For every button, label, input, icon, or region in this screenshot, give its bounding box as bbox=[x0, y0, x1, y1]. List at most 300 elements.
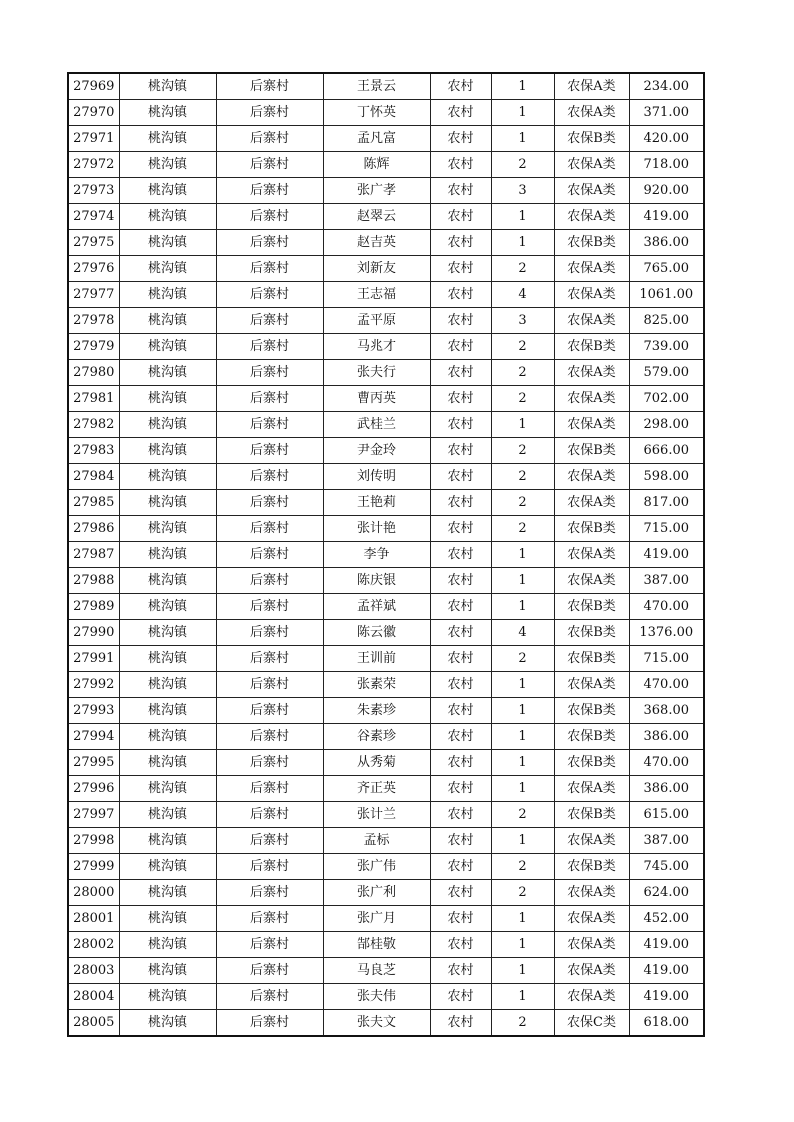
record-id-cell: 27983 bbox=[68, 438, 119, 464]
name-cell: 马良芝 bbox=[323, 958, 430, 984]
name-cell: 孟祥斌 bbox=[323, 594, 430, 620]
amount-cell: 298.00 bbox=[629, 412, 704, 438]
name-cell: 张夫伟 bbox=[323, 984, 430, 1010]
village-cell: 后寨村 bbox=[216, 1010, 323, 1037]
category-cell: 农保A类 bbox=[554, 828, 629, 854]
roster-table bbox=[67, 72, 705, 1037]
area-type-cell: 农村 bbox=[430, 152, 491, 178]
amount-cell: 470.00 bbox=[629, 672, 704, 698]
amount-cell: 387.00 bbox=[629, 828, 704, 854]
village-cell: 后寨村 bbox=[216, 386, 323, 412]
town-cell: 桃沟镇 bbox=[119, 152, 216, 178]
name-cell: 赵吉英 bbox=[323, 230, 430, 256]
name-cell: 尹金玲 bbox=[323, 438, 430, 464]
household-size-cell: 1 bbox=[491, 594, 554, 620]
table-row bbox=[68, 776, 704, 802]
category-cell: 农保B类 bbox=[554, 126, 629, 152]
name-cell: 陈辉 bbox=[323, 152, 430, 178]
table-row bbox=[68, 594, 704, 620]
record-id-cell: 27990 bbox=[68, 620, 119, 646]
category-cell: 农保B类 bbox=[554, 334, 629, 360]
record-id-cell: 27981 bbox=[68, 386, 119, 412]
town-cell: 桃沟镇 bbox=[119, 73, 216, 100]
village-cell: 后寨村 bbox=[216, 308, 323, 334]
household-size-cell: 2 bbox=[491, 646, 554, 672]
category-cell: 农保A类 bbox=[554, 178, 629, 204]
category-cell: 农保A类 bbox=[554, 880, 629, 906]
record-id-cell: 27977 bbox=[68, 282, 119, 308]
village-cell: 后寨村 bbox=[216, 568, 323, 594]
category-cell: 农保A类 bbox=[554, 906, 629, 932]
area-type-cell: 农村 bbox=[430, 854, 491, 880]
amount-cell: 419.00 bbox=[629, 958, 704, 984]
village-cell: 后寨村 bbox=[216, 776, 323, 802]
category-cell: 农保B类 bbox=[554, 646, 629, 672]
category-cell: 农保A类 bbox=[554, 776, 629, 802]
household-size-cell: 1 bbox=[491, 958, 554, 984]
table-row bbox=[68, 73, 704, 100]
name-cell: 张夫行 bbox=[323, 360, 430, 386]
name-cell: 孟标 bbox=[323, 828, 430, 854]
area-type-cell: 农村 bbox=[430, 334, 491, 360]
town-cell: 桃沟镇 bbox=[119, 880, 216, 906]
village-cell: 后寨村 bbox=[216, 854, 323, 880]
village-cell: 后寨村 bbox=[216, 464, 323, 490]
record-id-cell: 27996 bbox=[68, 776, 119, 802]
town-cell: 桃沟镇 bbox=[119, 698, 216, 724]
area-type-cell: 农村 bbox=[430, 490, 491, 516]
record-id-cell: 27999 bbox=[68, 854, 119, 880]
category-cell: 农保B类 bbox=[554, 620, 629, 646]
record-id-cell: 27973 bbox=[68, 178, 119, 204]
household-size-cell: 4 bbox=[491, 282, 554, 308]
household-size-cell: 1 bbox=[491, 412, 554, 438]
area-type-cell: 农村 bbox=[430, 724, 491, 750]
town-cell: 桃沟镇 bbox=[119, 516, 216, 542]
household-size-cell: 2 bbox=[491, 880, 554, 906]
amount-cell: 715.00 bbox=[629, 516, 704, 542]
household-size-cell: 1 bbox=[491, 906, 554, 932]
town-cell: 桃沟镇 bbox=[119, 932, 216, 958]
category-cell: 农保A类 bbox=[554, 490, 629, 516]
area-type-cell: 农村 bbox=[430, 230, 491, 256]
name-cell: 王志福 bbox=[323, 282, 430, 308]
name-cell: 张广伟 bbox=[323, 854, 430, 880]
table-row bbox=[68, 178, 704, 204]
name-cell: 张计兰 bbox=[323, 802, 430, 828]
record-id-cell: 27992 bbox=[68, 672, 119, 698]
name-cell: 陈庆银 bbox=[323, 568, 430, 594]
amount-cell: 615.00 bbox=[629, 802, 704, 828]
table-row bbox=[68, 802, 704, 828]
category-cell: 农保A类 bbox=[554, 958, 629, 984]
record-id-cell: 27998 bbox=[68, 828, 119, 854]
village-cell: 后寨村 bbox=[216, 750, 323, 776]
record-id-cell: 28002 bbox=[68, 932, 119, 958]
household-size-cell: 1 bbox=[491, 542, 554, 568]
table-row bbox=[68, 620, 704, 646]
category-cell: 农保A类 bbox=[554, 152, 629, 178]
household-size-cell: 2 bbox=[491, 438, 554, 464]
village-cell: 后寨村 bbox=[216, 438, 323, 464]
amount-cell: 419.00 bbox=[629, 542, 704, 568]
village-cell: 后寨村 bbox=[216, 412, 323, 438]
town-cell: 桃沟镇 bbox=[119, 100, 216, 126]
town-cell: 桃沟镇 bbox=[119, 1010, 216, 1037]
area-type-cell: 农村 bbox=[430, 282, 491, 308]
household-size-cell: 1 bbox=[491, 672, 554, 698]
record-id-cell: 27988 bbox=[68, 568, 119, 594]
name-cell: 刘新友 bbox=[323, 256, 430, 282]
village-cell: 后寨村 bbox=[216, 724, 323, 750]
household-size-cell: 1 bbox=[491, 100, 554, 126]
town-cell: 桃沟镇 bbox=[119, 594, 216, 620]
area-type-cell: 农村 bbox=[430, 568, 491, 594]
record-id-cell: 27975 bbox=[68, 230, 119, 256]
table-row bbox=[68, 464, 704, 490]
amount-cell: 419.00 bbox=[629, 932, 704, 958]
table-row bbox=[68, 334, 704, 360]
area-type-cell: 农村 bbox=[430, 412, 491, 438]
name-cell: 刘传明 bbox=[323, 464, 430, 490]
household-size-cell: 2 bbox=[491, 490, 554, 516]
area-type-cell: 农村 bbox=[430, 880, 491, 906]
amount-cell: 745.00 bbox=[629, 854, 704, 880]
table-row bbox=[68, 438, 704, 464]
area-type-cell: 农村 bbox=[430, 360, 491, 386]
record-id-cell: 27979 bbox=[68, 334, 119, 360]
record-id-cell: 27971 bbox=[68, 126, 119, 152]
area-type-cell: 农村 bbox=[430, 516, 491, 542]
village-cell: 后寨村 bbox=[216, 73, 323, 100]
name-cell: 齐正英 bbox=[323, 776, 430, 802]
village-cell: 后寨村 bbox=[216, 802, 323, 828]
household-size-cell: 2 bbox=[491, 464, 554, 490]
town-cell: 桃沟镇 bbox=[119, 620, 216, 646]
table-row bbox=[68, 308, 704, 334]
table-row bbox=[68, 126, 704, 152]
table-row bbox=[68, 490, 704, 516]
town-cell: 桃沟镇 bbox=[119, 464, 216, 490]
area-type-cell: 农村 bbox=[430, 386, 491, 412]
household-size-cell: 3 bbox=[491, 308, 554, 334]
area-type-cell: 农村 bbox=[430, 698, 491, 724]
household-size-cell: 3 bbox=[491, 178, 554, 204]
amount-cell: 666.00 bbox=[629, 438, 704, 464]
name-cell: 从秀菊 bbox=[323, 750, 430, 776]
category-cell: 农保A类 bbox=[554, 360, 629, 386]
name-cell: 曹丙英 bbox=[323, 386, 430, 412]
name-cell: 孟平原 bbox=[323, 308, 430, 334]
table-row bbox=[68, 256, 704, 282]
area-type-cell: 农村 bbox=[430, 1010, 491, 1037]
household-size-cell: 1 bbox=[491, 750, 554, 776]
name-cell: 张广孝 bbox=[323, 178, 430, 204]
record-id-cell: 27980 bbox=[68, 360, 119, 386]
name-cell: 丁怀英 bbox=[323, 100, 430, 126]
table-row bbox=[68, 828, 704, 854]
village-cell: 后寨村 bbox=[216, 282, 323, 308]
name-cell: 马兆才 bbox=[323, 334, 430, 360]
record-id-cell: 28005 bbox=[68, 1010, 119, 1037]
village-cell: 后寨村 bbox=[216, 984, 323, 1010]
amount-cell: 1061.00 bbox=[629, 282, 704, 308]
amount-cell: 470.00 bbox=[629, 594, 704, 620]
name-cell: 陈云徽 bbox=[323, 620, 430, 646]
category-cell: 农保A类 bbox=[554, 386, 629, 412]
area-type-cell: 农村 bbox=[430, 178, 491, 204]
table-row bbox=[68, 282, 704, 308]
village-cell: 后寨村 bbox=[216, 646, 323, 672]
town-cell: 桃沟镇 bbox=[119, 334, 216, 360]
household-size-cell: 1 bbox=[491, 698, 554, 724]
amount-cell: 470.00 bbox=[629, 750, 704, 776]
table-row bbox=[68, 230, 704, 256]
record-id-cell: 27972 bbox=[68, 152, 119, 178]
record-id-cell: 27984 bbox=[68, 464, 119, 490]
village-cell: 后寨村 bbox=[216, 152, 323, 178]
category-cell: 农保B类 bbox=[554, 516, 629, 542]
town-cell: 桃沟镇 bbox=[119, 490, 216, 516]
village-cell: 后寨村 bbox=[216, 230, 323, 256]
amount-cell: 419.00 bbox=[629, 204, 704, 230]
village-cell: 后寨村 bbox=[216, 542, 323, 568]
village-cell: 后寨村 bbox=[216, 490, 323, 516]
village-cell: 后寨村 bbox=[216, 360, 323, 386]
amount-cell: 371.00 bbox=[629, 100, 704, 126]
table-row bbox=[68, 542, 704, 568]
category-cell: 农保A类 bbox=[554, 464, 629, 490]
record-id-cell: 27994 bbox=[68, 724, 119, 750]
record-id-cell: 27982 bbox=[68, 412, 119, 438]
amount-cell: 618.00 bbox=[629, 1010, 704, 1037]
area-type-cell: 农村 bbox=[430, 100, 491, 126]
table-row bbox=[68, 152, 704, 178]
area-type-cell: 农村 bbox=[430, 204, 491, 230]
area-type-cell: 农村 bbox=[430, 828, 491, 854]
table-row bbox=[68, 568, 704, 594]
amount-cell: 579.00 bbox=[629, 360, 704, 386]
record-id-cell: 28003 bbox=[68, 958, 119, 984]
area-type-cell: 农村 bbox=[430, 932, 491, 958]
household-size-cell: 1 bbox=[491, 828, 554, 854]
town-cell: 桃沟镇 bbox=[119, 958, 216, 984]
table-row bbox=[68, 932, 704, 958]
household-size-cell: 2 bbox=[491, 1010, 554, 1037]
category-cell: 农保A类 bbox=[554, 932, 629, 958]
village-cell: 后寨村 bbox=[216, 906, 323, 932]
table-row bbox=[68, 724, 704, 750]
amount-cell: 386.00 bbox=[629, 230, 704, 256]
amount-cell: 715.00 bbox=[629, 646, 704, 672]
town-cell: 桃沟镇 bbox=[119, 386, 216, 412]
category-cell: 农保B类 bbox=[554, 698, 629, 724]
record-id-cell: 27985 bbox=[68, 490, 119, 516]
household-size-cell: 1 bbox=[491, 568, 554, 594]
name-cell: 王景云 bbox=[323, 73, 430, 100]
name-cell: 张素荣 bbox=[323, 672, 430, 698]
area-type-cell: 农村 bbox=[430, 906, 491, 932]
category-cell: 农保B类 bbox=[554, 854, 629, 880]
village-cell: 后寨村 bbox=[216, 204, 323, 230]
record-id-cell: 28004 bbox=[68, 984, 119, 1010]
amount-cell: 920.00 bbox=[629, 178, 704, 204]
household-size-cell: 1 bbox=[491, 204, 554, 230]
area-type-cell: 农村 bbox=[430, 438, 491, 464]
category-cell: 农保A类 bbox=[554, 256, 629, 282]
record-id-cell: 27976 bbox=[68, 256, 119, 282]
town-cell: 桃沟镇 bbox=[119, 282, 216, 308]
town-cell: 桃沟镇 bbox=[119, 724, 216, 750]
category-cell: 农保C类 bbox=[554, 1010, 629, 1037]
category-cell: 农保A类 bbox=[554, 282, 629, 308]
amount-cell: 739.00 bbox=[629, 334, 704, 360]
amount-cell: 420.00 bbox=[629, 126, 704, 152]
table-row bbox=[68, 412, 704, 438]
amount-cell: 386.00 bbox=[629, 776, 704, 802]
category-cell: 农保A类 bbox=[554, 542, 629, 568]
town-cell: 桃沟镇 bbox=[119, 438, 216, 464]
category-cell: 农保B类 bbox=[554, 724, 629, 750]
area-type-cell: 农村 bbox=[430, 126, 491, 152]
household-size-cell: 1 bbox=[491, 126, 554, 152]
town-cell: 桃沟镇 bbox=[119, 256, 216, 282]
household-size-cell: 4 bbox=[491, 620, 554, 646]
town-cell: 桃沟镇 bbox=[119, 750, 216, 776]
amount-cell: 765.00 bbox=[629, 256, 704, 282]
area-type-cell: 农村 bbox=[430, 776, 491, 802]
table-row bbox=[68, 646, 704, 672]
area-type-cell: 农村 bbox=[430, 464, 491, 490]
area-type-cell: 农村 bbox=[430, 594, 491, 620]
table-row bbox=[68, 698, 704, 724]
village-cell: 后寨村 bbox=[216, 126, 323, 152]
household-size-cell: 2 bbox=[491, 334, 554, 360]
table-row bbox=[68, 672, 704, 698]
village-cell: 后寨村 bbox=[216, 620, 323, 646]
name-cell: 张广利 bbox=[323, 880, 430, 906]
amount-cell: 419.00 bbox=[629, 984, 704, 1010]
category-cell: 农保B类 bbox=[554, 750, 629, 776]
village-cell: 后寨村 bbox=[216, 698, 323, 724]
amount-cell: 598.00 bbox=[629, 464, 704, 490]
table-row bbox=[68, 984, 704, 1010]
area-type-cell: 农村 bbox=[430, 620, 491, 646]
record-id-cell: 27993 bbox=[68, 698, 119, 724]
table-row bbox=[68, 750, 704, 776]
village-cell: 后寨村 bbox=[216, 828, 323, 854]
household-size-cell: 2 bbox=[491, 802, 554, 828]
town-cell: 桃沟镇 bbox=[119, 802, 216, 828]
household-size-cell: 1 bbox=[491, 776, 554, 802]
town-cell: 桃沟镇 bbox=[119, 178, 216, 204]
area-type-cell: 农村 bbox=[430, 542, 491, 568]
town-cell: 桃沟镇 bbox=[119, 308, 216, 334]
town-cell: 桃沟镇 bbox=[119, 984, 216, 1010]
village-cell: 后寨村 bbox=[216, 178, 323, 204]
household-size-cell: 2 bbox=[491, 386, 554, 412]
town-cell: 桃沟镇 bbox=[119, 828, 216, 854]
household-size-cell: 2 bbox=[491, 854, 554, 880]
table-row bbox=[68, 516, 704, 542]
category-cell: 农保A类 bbox=[554, 204, 629, 230]
table-row bbox=[68, 204, 704, 230]
town-cell: 桃沟镇 bbox=[119, 672, 216, 698]
table-row bbox=[68, 1010, 704, 1037]
town-cell: 桃沟镇 bbox=[119, 906, 216, 932]
area-type-cell: 农村 bbox=[430, 958, 491, 984]
record-id-cell: 28001 bbox=[68, 906, 119, 932]
record-id-cell: 28000 bbox=[68, 880, 119, 906]
amount-cell: 1376.00 bbox=[629, 620, 704, 646]
record-id-cell: 27991 bbox=[68, 646, 119, 672]
record-id-cell: 27997 bbox=[68, 802, 119, 828]
table-row bbox=[68, 100, 704, 126]
village-cell: 后寨村 bbox=[216, 256, 323, 282]
category-cell: 农保A类 bbox=[554, 308, 629, 334]
table-row bbox=[68, 360, 704, 386]
category-cell: 农保A类 bbox=[554, 73, 629, 100]
area-type-cell: 农村 bbox=[430, 256, 491, 282]
name-cell: 谷素珍 bbox=[323, 724, 430, 750]
household-size-cell: 1 bbox=[491, 724, 554, 750]
name-cell: 张广月 bbox=[323, 906, 430, 932]
amount-cell: 702.00 bbox=[629, 386, 704, 412]
town-cell: 桃沟镇 bbox=[119, 646, 216, 672]
town-cell: 桃沟镇 bbox=[119, 568, 216, 594]
village-cell: 后寨村 bbox=[216, 672, 323, 698]
category-cell: 农保A类 bbox=[554, 100, 629, 126]
record-id-cell: 27987 bbox=[68, 542, 119, 568]
category-cell: 农保B类 bbox=[554, 230, 629, 256]
household-size-cell: 1 bbox=[491, 932, 554, 958]
village-cell: 后寨村 bbox=[216, 958, 323, 984]
household-size-cell: 2 bbox=[491, 360, 554, 386]
name-cell: 张计艳 bbox=[323, 516, 430, 542]
name-cell: 武桂兰 bbox=[323, 412, 430, 438]
record-id-cell: 27995 bbox=[68, 750, 119, 776]
name-cell: 孟凡富 bbox=[323, 126, 430, 152]
table-row bbox=[68, 880, 704, 906]
record-id-cell: 27989 bbox=[68, 594, 119, 620]
area-type-cell: 农村 bbox=[430, 308, 491, 334]
amount-cell: 386.00 bbox=[629, 724, 704, 750]
record-id-cell: 27970 bbox=[68, 100, 119, 126]
category-cell: 农保A类 bbox=[554, 568, 629, 594]
amount-cell: 368.00 bbox=[629, 698, 704, 724]
record-id-cell: 27986 bbox=[68, 516, 119, 542]
household-size-cell: 1 bbox=[491, 984, 554, 1010]
table-row bbox=[68, 906, 704, 932]
town-cell: 桃沟镇 bbox=[119, 854, 216, 880]
roster-body bbox=[68, 73, 704, 1036]
household-size-cell: 2 bbox=[491, 516, 554, 542]
name-cell: 王训前 bbox=[323, 646, 430, 672]
amount-cell: 817.00 bbox=[629, 490, 704, 516]
village-cell: 后寨村 bbox=[216, 100, 323, 126]
amount-cell: 624.00 bbox=[629, 880, 704, 906]
category-cell: 农保A类 bbox=[554, 984, 629, 1010]
record-id-cell: 27978 bbox=[68, 308, 119, 334]
category-cell: 农保B类 bbox=[554, 438, 629, 464]
town-cell: 桃沟镇 bbox=[119, 360, 216, 386]
town-cell: 桃沟镇 bbox=[119, 776, 216, 802]
record-id-cell: 27974 bbox=[68, 204, 119, 230]
area-type-cell: 农村 bbox=[430, 672, 491, 698]
name-cell: 朱素珍 bbox=[323, 698, 430, 724]
amount-cell: 234.00 bbox=[629, 73, 704, 100]
area-type-cell: 农村 bbox=[430, 750, 491, 776]
